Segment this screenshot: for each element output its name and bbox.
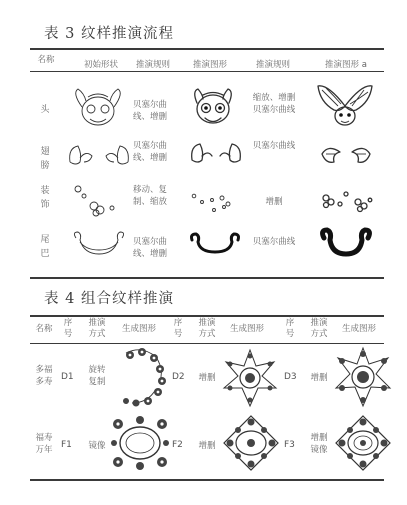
final-wing-head-icon bbox=[314, 82, 376, 132]
table4-header-figure: 生成图形 bbox=[341, 324, 376, 334]
table4-header-rule bbox=[30, 343, 384, 344]
initial-wing-icon bbox=[66, 140, 132, 170]
table4-method: 镜像 bbox=[88, 441, 106, 451]
table4-code: F2 bbox=[172, 440, 183, 450]
table3-rule-text: 贝塞尔曲线、增删 bbox=[133, 100, 168, 122]
table3-rule-text: 贝塞尔曲线、增删 bbox=[133, 237, 168, 259]
table3-header-figure2: 推演图形 a bbox=[325, 60, 367, 70]
table4-header-figure: 生成图形 bbox=[229, 324, 264, 334]
frame-pattern-icon bbox=[334, 414, 392, 472]
table3-header-name: 名称 bbox=[37, 55, 55, 65]
table3-header-rule1: 推演规则 bbox=[135, 60, 170, 70]
table4-row-label: 多福多寿 bbox=[35, 365, 53, 387]
final-dots-icon bbox=[318, 188, 374, 218]
star-pattern-icon bbox=[334, 346, 392, 408]
frame-pattern-icon bbox=[222, 414, 280, 472]
table3-header-initial: 初始形状 bbox=[83, 60, 118, 70]
table4-header-code: 序号 bbox=[173, 318, 183, 339]
table4-code: D1 bbox=[61, 372, 74, 382]
table3-row-label: 翅膀 bbox=[40, 147, 50, 171]
table4-method: 增删 bbox=[198, 373, 216, 383]
table3-row-label: 装饰 bbox=[40, 186, 50, 210]
table4-method: 增删 bbox=[310, 373, 328, 383]
table3-header-rule bbox=[30, 71, 384, 72]
table4-header-code: 序号 bbox=[63, 318, 73, 339]
table4-title: 表 4 组合纹样推演 bbox=[44, 291, 174, 307]
table3-title: 表 3 纹样推演流程 bbox=[44, 26, 174, 42]
table4-row-label: 福寿万年 bbox=[35, 433, 53, 455]
table4-header-figure: 生成图形 bbox=[121, 324, 156, 334]
table3-rule-text: 贝塞尔曲线、增删 bbox=[133, 141, 168, 163]
table4-top-rule bbox=[30, 315, 384, 317]
table3-rule-text: 移动、复制、缩放 bbox=[133, 185, 168, 207]
initial-tail-icon bbox=[70, 230, 128, 260]
frame-pattern-icon bbox=[110, 414, 170, 472]
table3-row-label: 头 bbox=[40, 105, 50, 115]
table3-row-label: 尾巴 bbox=[40, 235, 50, 259]
table3-header-figure1: 推演图形 bbox=[192, 60, 227, 70]
table3-rule-text: 贝塞尔曲线 bbox=[252, 237, 296, 247]
table4-bottom-rule bbox=[30, 479, 384, 481]
table4-header-method: 推演方式 bbox=[310, 318, 328, 339]
table4-method: 增删 bbox=[198, 441, 216, 451]
table4-method: 增删镜像 bbox=[310, 433, 328, 455]
table3-rule-text: 贝塞尔曲线 bbox=[252, 141, 296, 151]
arc-pattern-icon bbox=[112, 347, 168, 409]
derived-dots-icon bbox=[188, 190, 238, 216]
table4-header-code: 序号 bbox=[285, 318, 295, 339]
initial-head-icon bbox=[70, 85, 126, 131]
table4-code: F1 bbox=[61, 440, 72, 450]
initial-dots-icon bbox=[72, 184, 122, 218]
final-wing-icon bbox=[318, 140, 374, 168]
table3-top-rule bbox=[30, 48, 384, 50]
table3-rule-text: 缩放、增删贝塞尔曲线 bbox=[252, 93, 296, 115]
table4-method: 旋转复制 bbox=[88, 365, 106, 387]
derived-wing-icon bbox=[188, 140, 244, 168]
star-pattern-icon bbox=[222, 348, 278, 408]
table4-header-method: 推演方式 bbox=[88, 318, 106, 339]
derived-head-icon bbox=[188, 85, 238, 131]
table3-bottom-rule bbox=[30, 277, 384, 279]
table3-header-rule2: 推演规则 bbox=[255, 60, 290, 70]
derived-tail-icon bbox=[188, 232, 242, 258]
table4-code: D3 bbox=[284, 372, 297, 382]
table4-code: D2 bbox=[172, 372, 185, 382]
table4-header-name: 名称 bbox=[35, 324, 53, 334]
table4-code: F3 bbox=[284, 440, 295, 450]
table3-rule-text: 增删 bbox=[265, 197, 283, 207]
final-tail-icon bbox=[318, 228, 374, 260]
table4-header-method: 推演方式 bbox=[198, 318, 216, 339]
